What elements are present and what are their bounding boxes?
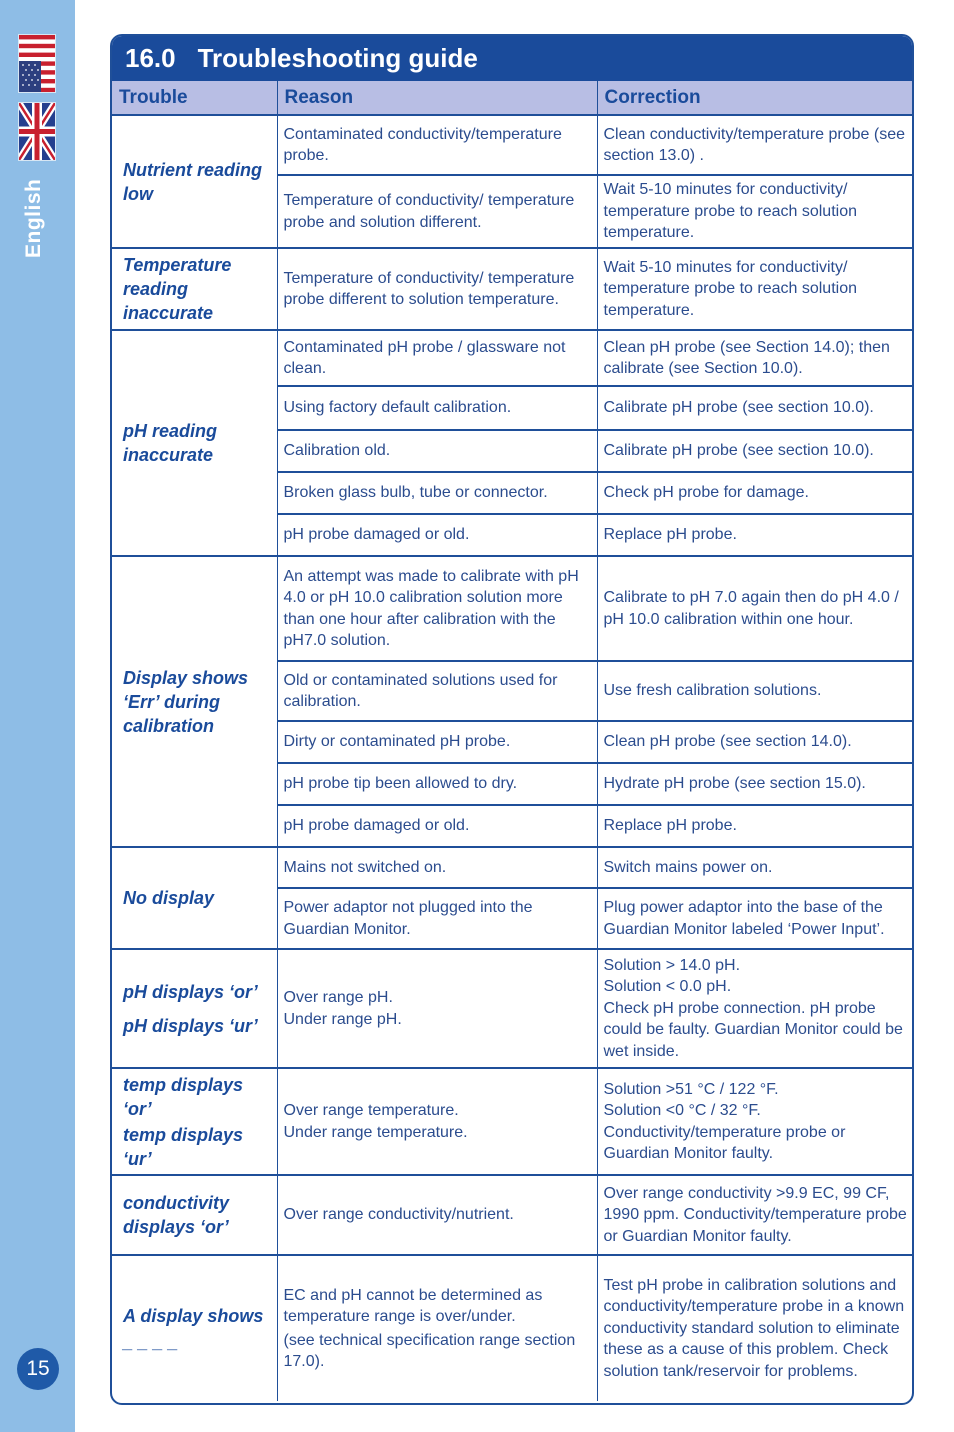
correction-cell — [597, 175, 912, 248]
table-row — [112, 847, 912, 888]
section-title-text: Troubleshooting guide — [197, 43, 478, 73]
reason-text: Contaminated conductivity/temperature probe. — [283, 125, 562, 164]
correction-text: Over range conductivity >9.9 EC, 99 CF, 1990 ppm. Conductivity/temperature probe or Guardian Monitor faulty. — [603, 1184, 907, 1245]
section-number: 16.0 — [125, 43, 176, 73]
reason-cell — [277, 248, 597, 330]
reason-cell — [277, 1175, 597, 1255]
page-number: 15 — [17, 1348, 59, 1390]
reason-cell — [277, 721, 597, 763]
us-flag-icon — [18, 34, 56, 93]
table-row — [112, 556, 912, 661]
column-header-trouble: Trouble — [112, 81, 277, 115]
reason-text: pH probe tip been allowed to dry. — [283, 775, 518, 793]
trouble-text: A display shows — [123, 1305, 264, 1326]
correction-text: Check pH probe for damage. — [603, 484, 809, 502]
correction-cell — [597, 556, 912, 661]
correction-text: Wait 5-10 minutes for conductivity/ temperature probe to reach solution temperature. — [603, 181, 857, 242]
table-row — [112, 1255, 912, 1401]
table-header-row — [112, 81, 912, 115]
correction-cell — [597, 805, 912, 847]
table-row — [112, 1175, 912, 1255]
reason-cell — [277, 805, 597, 847]
correction-text: Clean conductivity/temperature probe (see section 13.0) . — [603, 125, 905, 164]
trouble-cell — [112, 556, 277, 847]
correction-text: Calibrate pH probe (see section 10.0). — [603, 442, 874, 460]
reason-text: (see technical specification range section 17.0). — [283, 1331, 576, 1370]
reason-cell — [277, 472, 597, 514]
reason-text: pH probe damaged or old. — [283, 526, 470, 544]
correction-text: Wait 5-10 minutes for conductivity/ temperature probe to reach solution temperature. — [603, 258, 857, 319]
trouble-text: No display — [123, 888, 215, 908]
correction-cell — [597, 1068, 912, 1175]
reason-cell — [277, 430, 597, 472]
correction-cell — [597, 248, 912, 330]
reason-cell — [277, 1255, 597, 1401]
trouble-text: Nutrient reading low — [123, 159, 263, 204]
table-row — [112, 330, 912, 386]
column-header-correction: Correction — [597, 81, 912, 115]
reason-cell — [277, 514, 597, 556]
correction-text: Calibrate pH probe (see section 10.0). — [603, 399, 874, 417]
correction-text: Use fresh calibration solutions. — [603, 682, 822, 700]
trouble-cell — [112, 1068, 277, 1175]
correction-cell — [597, 514, 912, 556]
trouble-text: Display shows ‘Err’ during calibration — [123, 667, 249, 736]
correction-cell — [597, 115, 912, 175]
reason-cell — [277, 888, 597, 949]
correction-text: Clean pH probe (see section 14.0). — [603, 733, 852, 751]
reason-cell — [277, 847, 597, 888]
correction-text: Check pH probe connection. pH probe could be faulty. Guardian Monitor could be wet inside. — [603, 999, 903, 1060]
trouble-cell — [112, 1175, 277, 1255]
trouble-text: pH displays ‘ur’ — [123, 1015, 258, 1036]
reason-cell — [277, 763, 597, 805]
correction-text: Hydrate pH probe (see section 15.0). — [603, 775, 866, 793]
correction-text: Solution <0 °C / 32 °F. — [603, 1102, 761, 1119]
reason-cell — [277, 115, 597, 175]
reason-text: pH probe damaged or old. — [283, 817, 470, 835]
correction-cell — [597, 847, 912, 888]
correction-cell — [597, 949, 912, 1068]
trouble-text: temp displays ‘or’ — [123, 1074, 244, 1119]
reason-text: Using factory default calibration. — [283, 399, 512, 417]
trouble-text: _ _ _ _ — [123, 1331, 179, 1352]
correction-cell — [597, 888, 912, 949]
correction-text: Conductivity/temperature probe or Guardian Monitor faulty. — [603, 1123, 846, 1162]
troubleshooting-table — [112, 81, 912, 1401]
correction-text: Solution < 0.0 pH. — [603, 978, 732, 996]
reason-text: Under range temperature. — [283, 1123, 468, 1141]
reason-cell — [277, 330, 597, 386]
correction-text: Solution > 14.0 pH. — [603, 956, 741, 974]
reason-cell — [277, 1068, 597, 1175]
correction-cell — [597, 386, 912, 430]
reason-text: Temperature of conductivity/ temperature probe different to solution temperature. — [283, 269, 575, 308]
trouble-cell — [112, 248, 277, 330]
trouble-text: temp displays ‘ur’ — [123, 1124, 244, 1169]
reason-cell — [277, 661, 597, 721]
table-row — [112, 1068, 912, 1175]
table-row — [112, 248, 912, 330]
column-header-reason: Reason — [277, 81, 597, 115]
trouble-cell — [112, 949, 277, 1068]
trouble-text: pH displays ‘or’ — [123, 981, 258, 1002]
reason-text: Calibration old. — [283, 442, 391, 460]
reason-cell — [277, 556, 597, 661]
reason-text: Old or contaminated solutions used for calibration. — [283, 671, 558, 710]
troubleshooting-panel — [110, 34, 914, 1405]
reason-text: Temperature of conductivity/ temperature probe and solution different. — [283, 192, 575, 231]
trouble-cell — [112, 330, 277, 556]
language-label: English — [22, 178, 45, 258]
reason-text: EC and pH cannot be determined as temperature range is over/under. — [283, 1286, 543, 1325]
uk-flag-icon — [18, 102, 56, 161]
trouble-cell — [112, 1255, 277, 1401]
section-title — [112, 36, 912, 81]
correction-text: Switch mains power on. — [603, 858, 773, 876]
reason-cell — [277, 949, 597, 1068]
reason-cell — [277, 175, 597, 248]
reason-text: Mains not switched on. — [283, 858, 447, 876]
trouble-cell — [112, 115, 277, 248]
correction-cell — [597, 661, 912, 721]
trouble-cell — [112, 847, 277, 949]
reason-text: Contaminated pH probe / glassware not clean. — [283, 338, 566, 377]
correction-text: Plug power adaptor into the base of the Guardian Monitor labeled ‘Power Input’. — [603, 899, 885, 938]
table-row — [112, 115, 912, 175]
trouble-text: conductivity displays ‘or’ — [123, 1193, 230, 1237]
correction-text: Test pH probe in calibration solutions and conductivity/temperature probe in a known conductivity standard solution to eliminate these as a cause of this problem. Check solution tank/reservoir for problems. — [603, 1276, 905, 1380]
reason-text: Over range pH. — [283, 989, 393, 1006]
reason-text: Under range pH. — [283, 1010, 402, 1028]
sidebar — [0, 0, 75, 1432]
reason-text: Dirty or contaminated pH probe. — [283, 733, 511, 751]
reason-text: Over range temperature. — [283, 1102, 459, 1119]
correction-text: Calibrate to pH 7.0 again then do pH 4.0 / pH 10.0 calibration within one hour. — [603, 589, 899, 628]
correction-cell — [597, 430, 912, 472]
correction-text: Solution >51 °C / 122 °F. — [603, 1080, 779, 1098]
trouble-text: pH reading inaccurate — [123, 421, 218, 465]
correction-cell — [597, 472, 912, 514]
correction-cell — [597, 330, 912, 386]
reason-text: Power adaptor not plugged into the Guardian Monitor. — [283, 899, 533, 938]
correction-cell — [597, 763, 912, 805]
correction-cell — [597, 721, 912, 763]
correction-cell — [597, 1175, 912, 1255]
correction-text: Replace pH probe. — [603, 817, 737, 835]
trouble-text: Temperature reading inaccurate — [123, 255, 232, 323]
correction-cell — [597, 1255, 912, 1401]
correction-text: Replace pH probe. — [603, 526, 737, 544]
correction-text: Clean pH probe (see Section 14.0); then calibrate (see Section 10.0). — [603, 338, 890, 377]
table-row — [112, 949, 912, 1068]
reason-cell — [277, 386, 597, 430]
reason-text: An attempt was made to calibrate with pH 4.0 or pH 10.0 calibration solution more than one hour after calibration with the pH7.0 solution. — [283, 567, 579, 649]
reason-text: Broken glass bulb, tube or connector. — [283, 484, 548, 502]
reason-text: Over range conductivity/nutrient. — [283, 1206, 514, 1224]
